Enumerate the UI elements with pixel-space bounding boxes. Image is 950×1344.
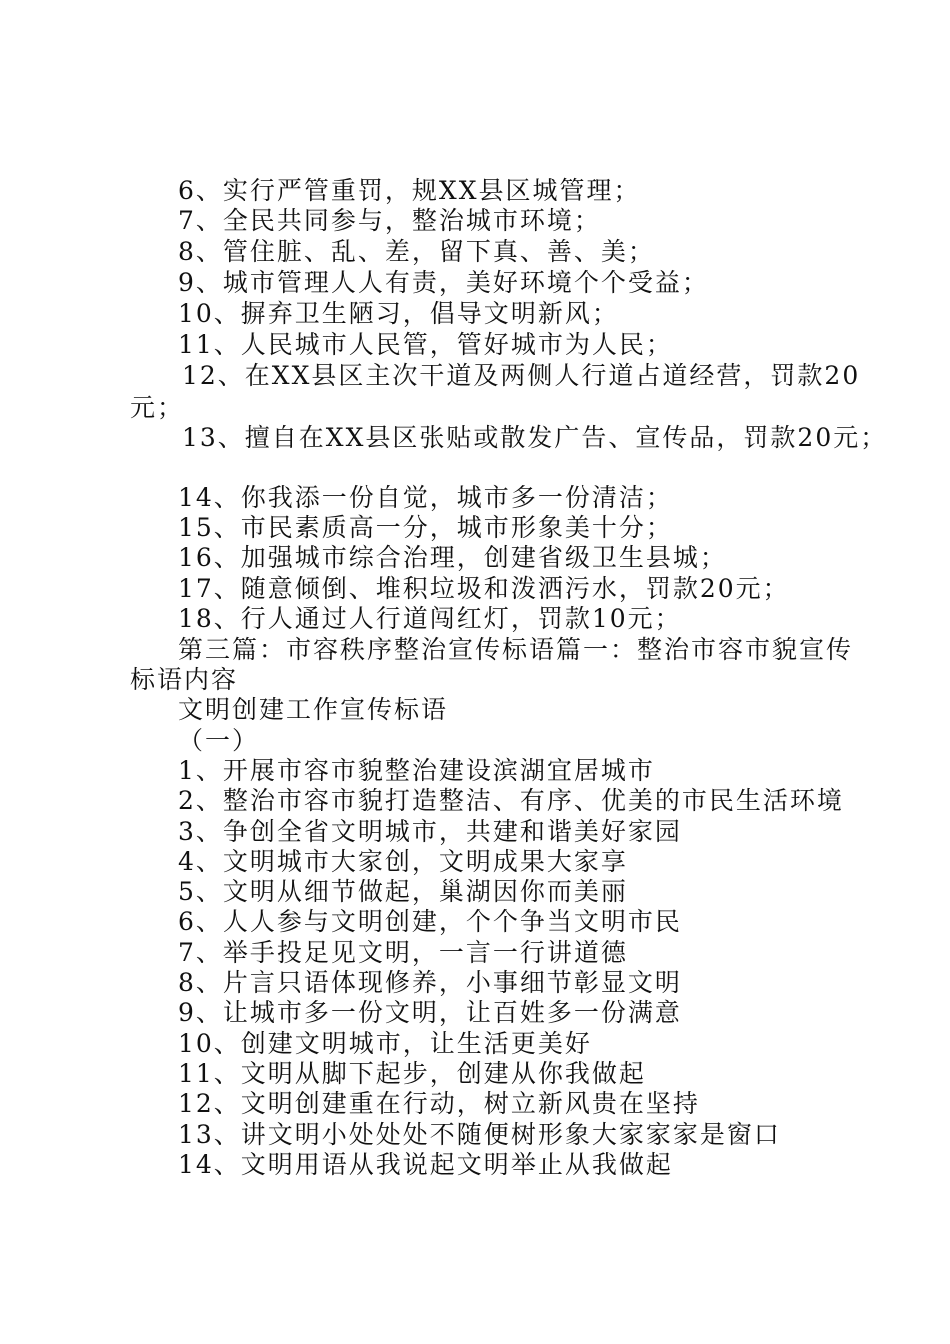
text-line-3: 8、管住脏、乱、差，留下真、善、美；	[178, 237, 655, 266]
slogan-6: 6、人人参与文明创建，个个争当文明市民	[178, 907, 682, 936]
section-heading: 第三篇：市容秩序整治宣传标语篇一：整治市容市貌宣传	[178, 635, 854, 664]
text-line-1: 6、实行严管重罚，规XX县区城管理；	[178, 176, 641, 205]
text-line-6: 11、人民城市人民管，管好城市为人民；	[178, 330, 673, 359]
slogan-9: 9、让城市多一份文明，让百姓多一份满意	[178, 998, 682, 1027]
slogan-12: 12、文明创建重在行动，树立新风贵在坚持	[178, 1089, 700, 1118]
slogan-14: 14、文明用语从我说起文明举止从我做起	[178, 1150, 673, 1179]
slogan-7: 7、举手投足见文明，一言一行讲道德	[178, 938, 628, 967]
slogan-13: 13、讲文明小处处处不随便树形象大家家家是窗口	[178, 1120, 781, 1149]
text-line-9: 13、擅自在XX县区张贴或散发广告、宣传品，罚款20元；	[182, 423, 888, 452]
subheading: 文明创建工作宣传标语	[178, 695, 449, 724]
text-line-4: 9、城市管理人人有责，美好环境个个受益；	[178, 268, 709, 297]
subheading-index: （一）	[178, 726, 260, 755]
text-line-5: 10、摒弃卫生陋习，倡导文明新风；	[178, 299, 619, 328]
text-line-7: 12、在XX县区主次干道及两侧人行道占道经营，罚款20	[182, 361, 861, 390]
slogan-8: 8、片言只语体现修养，小事细节彰显文明	[178, 968, 682, 997]
text-line-11: 15、市民素质高一分，城市形象美十分；	[178, 513, 673, 542]
slogan-1: 1、开展市容市貌整治建设滨湖宜居城市	[178, 756, 655, 785]
slogan-3: 3、争创全省文明城市，共建和谐美好家园	[178, 817, 682, 846]
slogan-4: 4、文明城市大家创，文明成果大家享	[178, 847, 628, 876]
slogan-10: 10、创建文明城市，让生活更美好	[178, 1029, 592, 1058]
section-heading-cont: 标语内容	[130, 665, 239, 694]
text-line-14: 18、行人通过人行道闯红灯，罚款10元；	[178, 604, 682, 633]
slogan-2: 2、整治市容市貌打造整洁、有序、优美的市民生活环境	[178, 786, 844, 815]
text-line-13: 17、随意倾倒、堆积垃圾和泼洒污水，罚款20元；	[178, 574, 790, 603]
slogan-5: 5、文明从细节做起，巢湖因你而美丽	[178, 877, 628, 906]
text-line-12: 16、加强城市综合治理，创建省级卫生县城；	[178, 543, 727, 572]
slogan-11: 11、文明从脚下起步，创建从你我做起	[178, 1059, 646, 1088]
text-line-10: 14、你我添一份自觉，城市多一份清洁；	[178, 483, 673, 512]
text-line-2: 7、全民共同参与，整治城市环境；	[178, 206, 601, 235]
text-line-8: 元；	[130, 393, 185, 422]
